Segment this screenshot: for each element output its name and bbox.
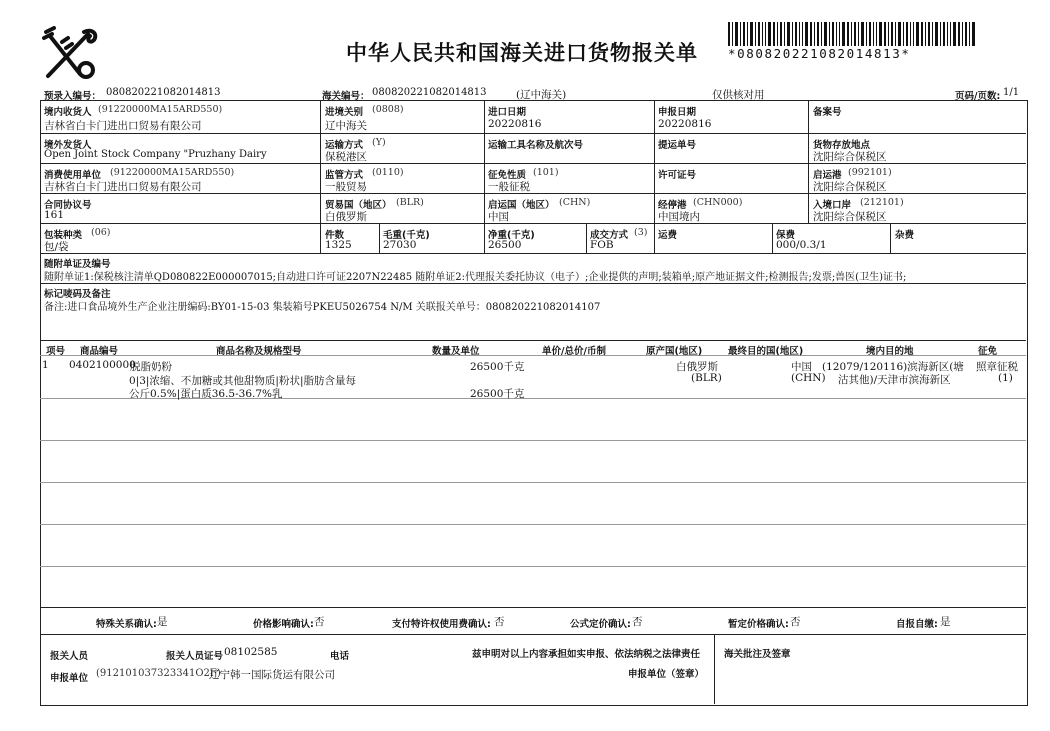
dest-country-code-cell: (CHN) [791, 372, 826, 384]
insurance-value: 000/0.3/1 [776, 239, 827, 251]
entry-port-value: 辽中海关 [325, 120, 367, 132]
formula-price-label: 公式定价确认: [570, 619, 631, 630]
barcode-text: *080820221082014813* [728, 46, 911, 61]
deal-value: FOB [590, 239, 614, 251]
goods-header-price: 单价/总价/币制 [542, 346, 606, 357]
docs-label: 随附单证及编号 [44, 259, 111, 270]
gross-label: 毛重(千克) [383, 230, 430, 241]
product-name: 脱脂奶粉 [130, 361, 172, 373]
entry-place-code: (212101) [860, 197, 904, 208]
package-label: 包装种类 [44, 230, 83, 241]
bill-label: 提运单号 [658, 140, 697, 151]
deal-code: (3) [634, 227, 648, 238]
royalty-value: 否 [494, 616, 505, 628]
hs-code: 0402100000 [69, 359, 136, 371]
misc-label: 杂费 [895, 230, 915, 241]
quantity-2: 26500千克 [470, 388, 525, 400]
origin-country-label: 启运国（地区） [488, 200, 555, 211]
declare-date-value: 20220816 [658, 118, 712, 130]
contract-value: 161 [44, 209, 65, 221]
entry-place-value: 沈阳综合保税区 [813, 211, 887, 223]
declaring-unit-sign-label: 申报单位（签章） [628, 669, 705, 680]
supervision-label: 监管方式 [325, 170, 364, 181]
consignee-label: 境内收货人 [44, 107, 92, 118]
consignor-value: Open Joint Stock Company "Pruzhany Dairy [44, 149, 267, 160]
transport-code: (Y) [372, 137, 386, 148]
dest-place-line2: 沽其他)/天津市滨海新区 [838, 374, 951, 386]
user-code: (91220000MA15ARD550) [110, 167, 235, 178]
item-no: 1 [42, 359, 49, 371]
declarant-cert-label: 报关人员证号 [166, 651, 224, 662]
formula-price-value: 否 [632, 616, 643, 628]
supervision-value: 一般贸易 [325, 181, 367, 193]
verification-note: 仅供核对用 [712, 89, 765, 101]
dep-port-code: (992101) [848, 167, 892, 178]
user-value: 吉林省白卡门进出口贸易有限公司 [44, 181, 202, 193]
origin-country: 白俄罗斯 [676, 361, 718, 373]
preentry-value: 080820221082014813 [106, 87, 221, 98]
price-impact-value: 否 [314, 616, 325, 628]
price-impact-label: 价格影响确认: [253, 619, 314, 630]
royalty-label: 支付特许权使用费确认: [392, 619, 491, 630]
pieces-value: 1325 [325, 239, 352, 251]
consignee-value: 吉林省白卡门进出口贸易有限公司 [44, 120, 202, 132]
provisional-price-label: 暂定价格确认: [728, 619, 789, 630]
docs-value: 随附单证1:保税核注清单QD080822E000007015;自动进口许可证2207N22485 随附单证2:代理报关委托协议（电子）;企业提供的声明;装箱单;原产地证据文件;检测报告;发票;兽医(卫生)证书; [44, 272, 907, 283]
transport-label: 运输方式 [325, 140, 364, 151]
pieces-label: 件数 [325, 230, 345, 241]
import-date-value: 20220816 [488, 118, 542, 130]
customs-name: (辽中海关) [516, 89, 567, 101]
supervision-code: (0110) [372, 167, 404, 178]
entry-place-label: 入境口岸 [813, 200, 852, 211]
contract-label: 合同协议号 [44, 200, 92, 211]
marks-label: 标记唛码及备注 [44, 289, 111, 300]
declaring-unit-label: 申报单位 [50, 673, 89, 684]
consignor-label: 境外发货人 [44, 140, 92, 151]
declare-date-label: 申报日期 [658, 107, 697, 118]
dest-country: 中国 [791, 361, 812, 373]
levy-treatment: 照章征税 [976, 361, 1018, 373]
declaration-statement: 兹申明对以上内容承担如实申报、依法纳税之法律责任 [472, 649, 701, 660]
trade-country-value: 白俄罗斯 [325, 211, 367, 223]
vessel-label: 运输工具名称及航次号 [488, 140, 584, 151]
goods-header-origin: 原产国(地区) [646, 346, 703, 357]
dep-port-value: 沈阳综合保税区 [813, 181, 887, 193]
origin-country-value: 中国 [488, 211, 509, 223]
goods-header-quantity: 数量及单位 [432, 346, 480, 357]
deal-label: 成交方式 [590, 230, 629, 241]
goods-header-name: 商品名称及规格型号 [216, 346, 302, 357]
special-relation-value: 是 [157, 616, 168, 628]
goods-header-dest-place: 境内目的地 [866, 346, 914, 357]
self-pay-value: 是 [940, 616, 951, 628]
declaring-unit-value: 辽宁韩一国际货运有限公司 [209, 669, 335, 681]
package-value: 包/袋 [44, 241, 69, 253]
product-spec-line2: 公斤0.5%|蛋白质36.5-36.7%乳 [129, 388, 283, 400]
transport-value: 保税港区 [325, 151, 367, 163]
user-label: 消费使用单位 [44, 170, 102, 181]
form-title: 中华人民共和国海关进口货物报关单 [346, 41, 698, 65]
page-label: 页码/页数: [955, 91, 1001, 102]
phone-label: 电话 [330, 651, 350, 662]
stopover-code: (CHN000) [693, 197, 743, 208]
license-label: 许可证号 [658, 170, 697, 181]
storage-label: 货物存放地点 [813, 140, 871, 151]
provisional-price-value: 否 [790, 616, 801, 628]
package-code: (06) [91, 227, 111, 238]
trade-country-code: (BLR) [396, 197, 424, 208]
entry-port-label: 进境关别 [325, 107, 364, 118]
insurance-label: 保费 [776, 230, 796, 241]
import-date-label: 进口日期 [488, 107, 527, 118]
levy-code: (101) [533, 167, 559, 178]
product-spec-line1: 0|3|浓缩、不加糖或其他甜物质|粉状|脂肪含量每 [129, 375, 357, 387]
origin-country-code-cell: (BLR) [691, 372, 722, 384]
goods-header-hs-code: 商品编号 [80, 346, 119, 357]
dep-port-label: 启运港 [813, 170, 842, 181]
trade-country-label: 贸易国（地区） [325, 200, 392, 211]
special-relation-label: 特殊关系确认: [96, 619, 157, 630]
levy-treatment-code: (1) [998, 372, 1013, 384]
goods-header-item-no: 项号 [46, 346, 66, 357]
net-value: 26500 [488, 239, 522, 251]
quantity-1: 26500千克 [470, 361, 525, 373]
declaring-unit-code: (912101037323341O2F) [96, 668, 221, 679]
marks-value: 备注:进口食品境外生产企业注册编码:BY01-15-03 集装箱号PKEU5026754 N/M 关联报关单号：080820221082014107 [44, 302, 601, 313]
net-label: 净重(千克) [488, 230, 535, 241]
entry-port-code: (0808) [372, 104, 404, 115]
goods-header-dest-country: 最终目的国(地区) [728, 346, 804, 357]
self-pay-label: 自报自缴: [896, 619, 938, 630]
consignee-code: (91220000MA15ARD550) [98, 104, 223, 115]
declarant-cert-value: 08102585 [224, 646, 278, 658]
stopover-value: 中国境内 [658, 211, 700, 223]
customs-approval-label: 海关批注及签章 [724, 649, 791, 660]
declarant-label: 报关人员 [50, 651, 89, 662]
barcode [728, 22, 976, 46]
dest-place-line1: (12079/120116)滨海新区(塘 [822, 361, 964, 373]
record-no-label: 备案号 [813, 107, 842, 118]
customs-no-value: 080820221082014813 [372, 87, 487, 98]
customs-emblem-icon [40, 26, 102, 82]
levy-value: 一般征税 [488, 181, 530, 193]
gross-value: 27030 [383, 239, 417, 251]
levy-label: 征免性质 [488, 170, 527, 181]
preentry-label: 预录入编号： [44, 91, 102, 102]
page-value: 1/1 [1003, 87, 1020, 98]
origin-country-code: (CHN) [559, 197, 591, 208]
stopover-label: 经停港 [658, 200, 687, 211]
freight-label: 运费 [658, 230, 678, 241]
customs-no-label: 海关编号： [322, 91, 370, 102]
storage-value: 沈阳综合保税区 [813, 151, 887, 163]
goods-header-levy: 征免 [978, 346, 998, 357]
